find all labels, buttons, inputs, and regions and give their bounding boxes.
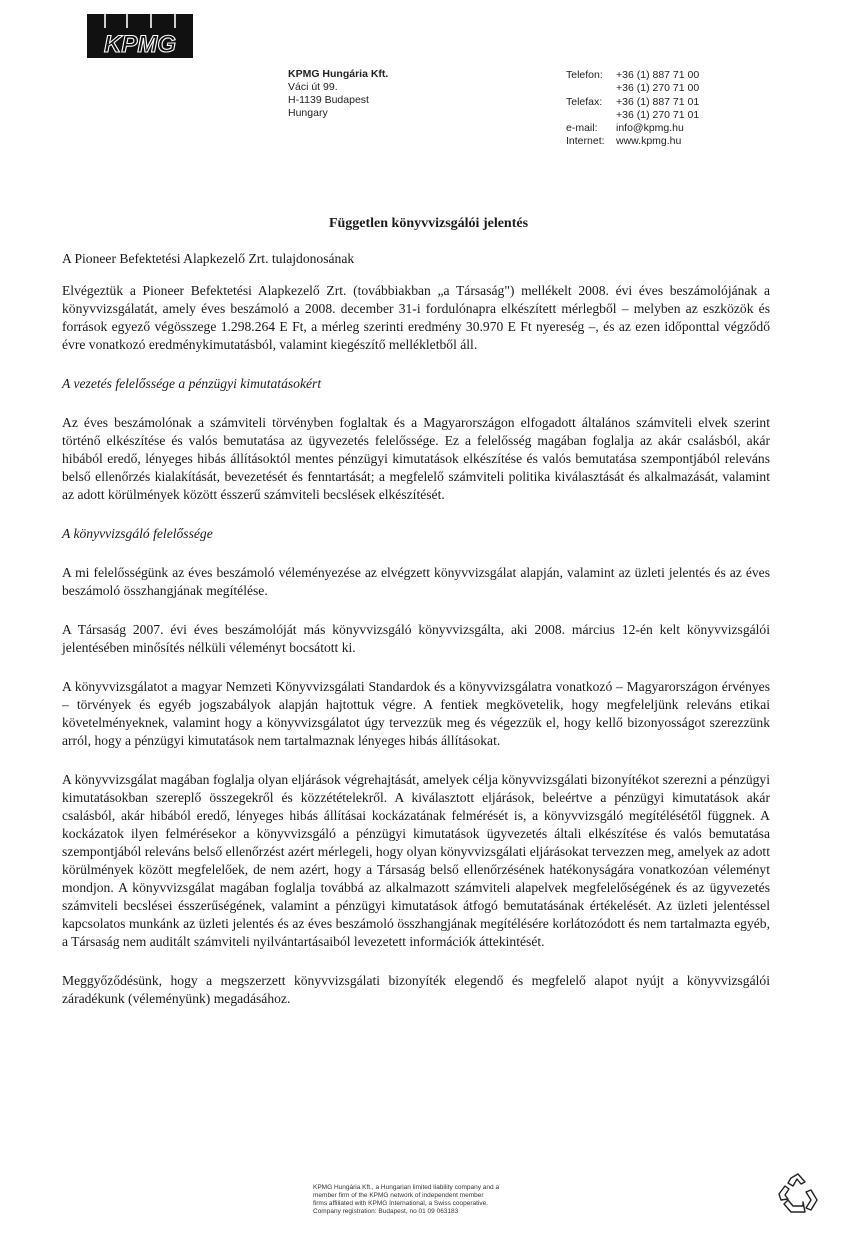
address-line: Hungary [288, 107, 328, 119]
contact-label [566, 109, 616, 122]
contact-info [566, 69, 699, 149]
sender-address [288, 68, 388, 120]
addressee: A Pioneer Befektetési Alapkezelő Zrt. tulajdonosának [62, 251, 355, 266]
paragraph: A könyvvizsgálat magában foglalja olyan eljárások végrehajtását, amelyek célja könyvvizsgálati bizonyítékot szerezni a pénzügyi kimutatásokban szereplő összegekről és közzétételekről. A kiválasztott eljárások, beleértve a pénzügyi kimutatások akár csalásból, akár hibából eredő, lényeges hibás állításai kockázatának felmérését is, a könyvvizsgáló megítélésétől függnek. A kockázatok ilyen felmérésekor a könyvvizsgáló a pénzügyi kimutatások ügyvezetés általi elkészítése és valós bemutatása szempontjából releváns belső ellenőrzést azért mérlegeli, hogy olyan könyvvizsgálati eljárásokat tervezzen meg, amelyek az adott körülmények között megfelelőek, de nem azért, hogy a Társaság belső ellenőrzésének hatékonyságára vonatkozóan véleményt mondjon. A könyvvizsgálat magában foglalja továbbá az alkalmazott számviteli alapelvek megfelelőségének és az ügyvezetés számviteli becslései ésszerűségének, valamint a pénzügyi kimutatások átfogó bemutatásának értékelését. Az üzleti jelentéssel kapcsolatos munkánk az üzleti jelentés és az éves beszámoló összhangjának megítélésére korlátozódott és nem tartalmazta egyéb, a Társaság nem auditált számviteli nyilvántartásaiból levezetett információk áttekintését. [62, 772, 770, 949]
logo-text: KPMG [104, 31, 176, 58]
contact-website[interactable]: www.kpmg.hu [616, 135, 682, 148]
kpmg-logo [87, 14, 193, 58]
section-heading-auditor: A könyvvizsgáló felelőssége [62, 526, 213, 541]
contact-row [566, 96, 699, 109]
intro-paragraph: Elvégeztük a Pioneer Befektetési Alapkezelő Zrt. (továbbiakban „a Társaság") mellékelt 2008. évi éves beszámolójának a könyvvizsgálatát, amely éves beszámoló a 2008. december 31-i fordulónapra elkészített mérlegből – melyben az eszközök és források egyező végösszege 1.298.264 E Ft, a mérleg szerinti eredmény 30.970 E Ft nyereség –, és az ezen időponttal végződő évre vonatkozó eredménykimutatásból, valamint kiegészítő mellékletből áll. [62, 283, 770, 352]
contact-value: +36 (1) 887 71 00 [616, 69, 700, 81]
contact-row [566, 135, 699, 148]
footer-line: member firm of the KPMG network of independent member [313, 1192, 484, 1199]
contact-value: +36 (1) 270 71 01 [616, 108, 700, 121]
contact-email[interactable]: info@kpmg.hu [616, 122, 684, 135]
footer-line: KPMG Hungária Kft., a Hungarian limited liability company and a [313, 1184, 500, 1191]
contact-value: +36 (1) 887 71 01 [616, 95, 700, 108]
contact-row [566, 109, 699, 122]
contact-label [566, 82, 616, 95]
footer-legal [313, 1184, 567, 1216]
recycle-icon [775, 1172, 821, 1218]
contact-row [566, 82, 699, 95]
contact-label: Telefax: [566, 95, 603, 108]
footer-line: Company registration: Budapest, no 01 09 063183 [313, 1208, 459, 1215]
contact-value: +36 (1) 270 71 00 [616, 82, 700, 95]
footer-line: firms affiliated with KPMG International, a Swiss cooperative. [313, 1200, 489, 1207]
address-line: Váci út 99. [288, 81, 338, 93]
report-title: Független könyvvizsgálói jelentés [328, 216, 529, 231]
section-heading-management: A vezetés felelőssége a pénzügyi kimutatásokért [62, 376, 322, 391]
paragraph: A Társaság 2007. évi éves beszámolóját más könyvvizsgáló könyvvizsgálta, aki 2008. március 12-én kelt könyvvizsgálói jelentésében minősítés nélküli véleményt bocsátott ki. [62, 622, 770, 655]
contact-label: Internet: [566, 135, 605, 148]
paragraph: A mi felelősségünk az éves beszámoló véleményezése az elvégzett könyvvizsgálat alapján, valamint az üzleti jelentés és az éves beszámoló összhangjának megítélése. [62, 565, 770, 598]
contact-row [566, 69, 699, 82]
report-body [62, 250, 770, 1029]
contact-label: Telefon: [566, 69, 603, 81]
address-line: H-1139 Budapest [288, 94, 369, 106]
paragraph: A könyvvizsgálatot a magyar Nemzeti Könyvvizsgálati Standardok és a könyvvizsgálatra vonatkozó – Magyarországon érvényes – törvények és egyéb jogszabályok alapján hajtottuk végre. A fentiek megkövetelik, hogy megfeleljünk releváns etikai követelményeknek, valamint hogy a könyvvizsgálatot úgy tervezzük meg és végezzük el, hogy kellő bizonyosságot szerezzünk arról, hogy a pénzügyi kimutatások nem tartalmaznak lényeges hibás állításokat. [62, 679, 770, 748]
contact-row [566, 122, 699, 135]
paragraph: Meggyőződésünk, hogy a megszerzett könyvvizsgálati bizonyíték elegendő és megfelelő alapot nyújt a könyvvizsgálói záradékunk (véleményünk) megadásához. [62, 973, 770, 1006]
paragraph: Az éves beszámolónak a számviteli törvényben foglaltak és a Magyarországon elfogadott általános számviteli elvek szerint történő elkészítése és valós bemutatása az ügyvezetés felelőssége. Ez a felelősség magában foglalja az akár csalásból, akár hibából eredő, lényeges hibás állításoktól mentes pénzügyi kimutatások elkészítése és valós bemutatása szempontjából releváns belső ellenőrzés kialakítását, bevezetését és fenntartását; a megfelelő számviteli politika kiválasztását és alkalmazását, valamint az adott körülmények között ésszerű számviteli becslések elkészítését. [62, 415, 770, 502]
contact-label: e-mail: [566, 122, 598, 135]
sender-company: KPMG Hungária Kft. [288, 68, 389, 80]
